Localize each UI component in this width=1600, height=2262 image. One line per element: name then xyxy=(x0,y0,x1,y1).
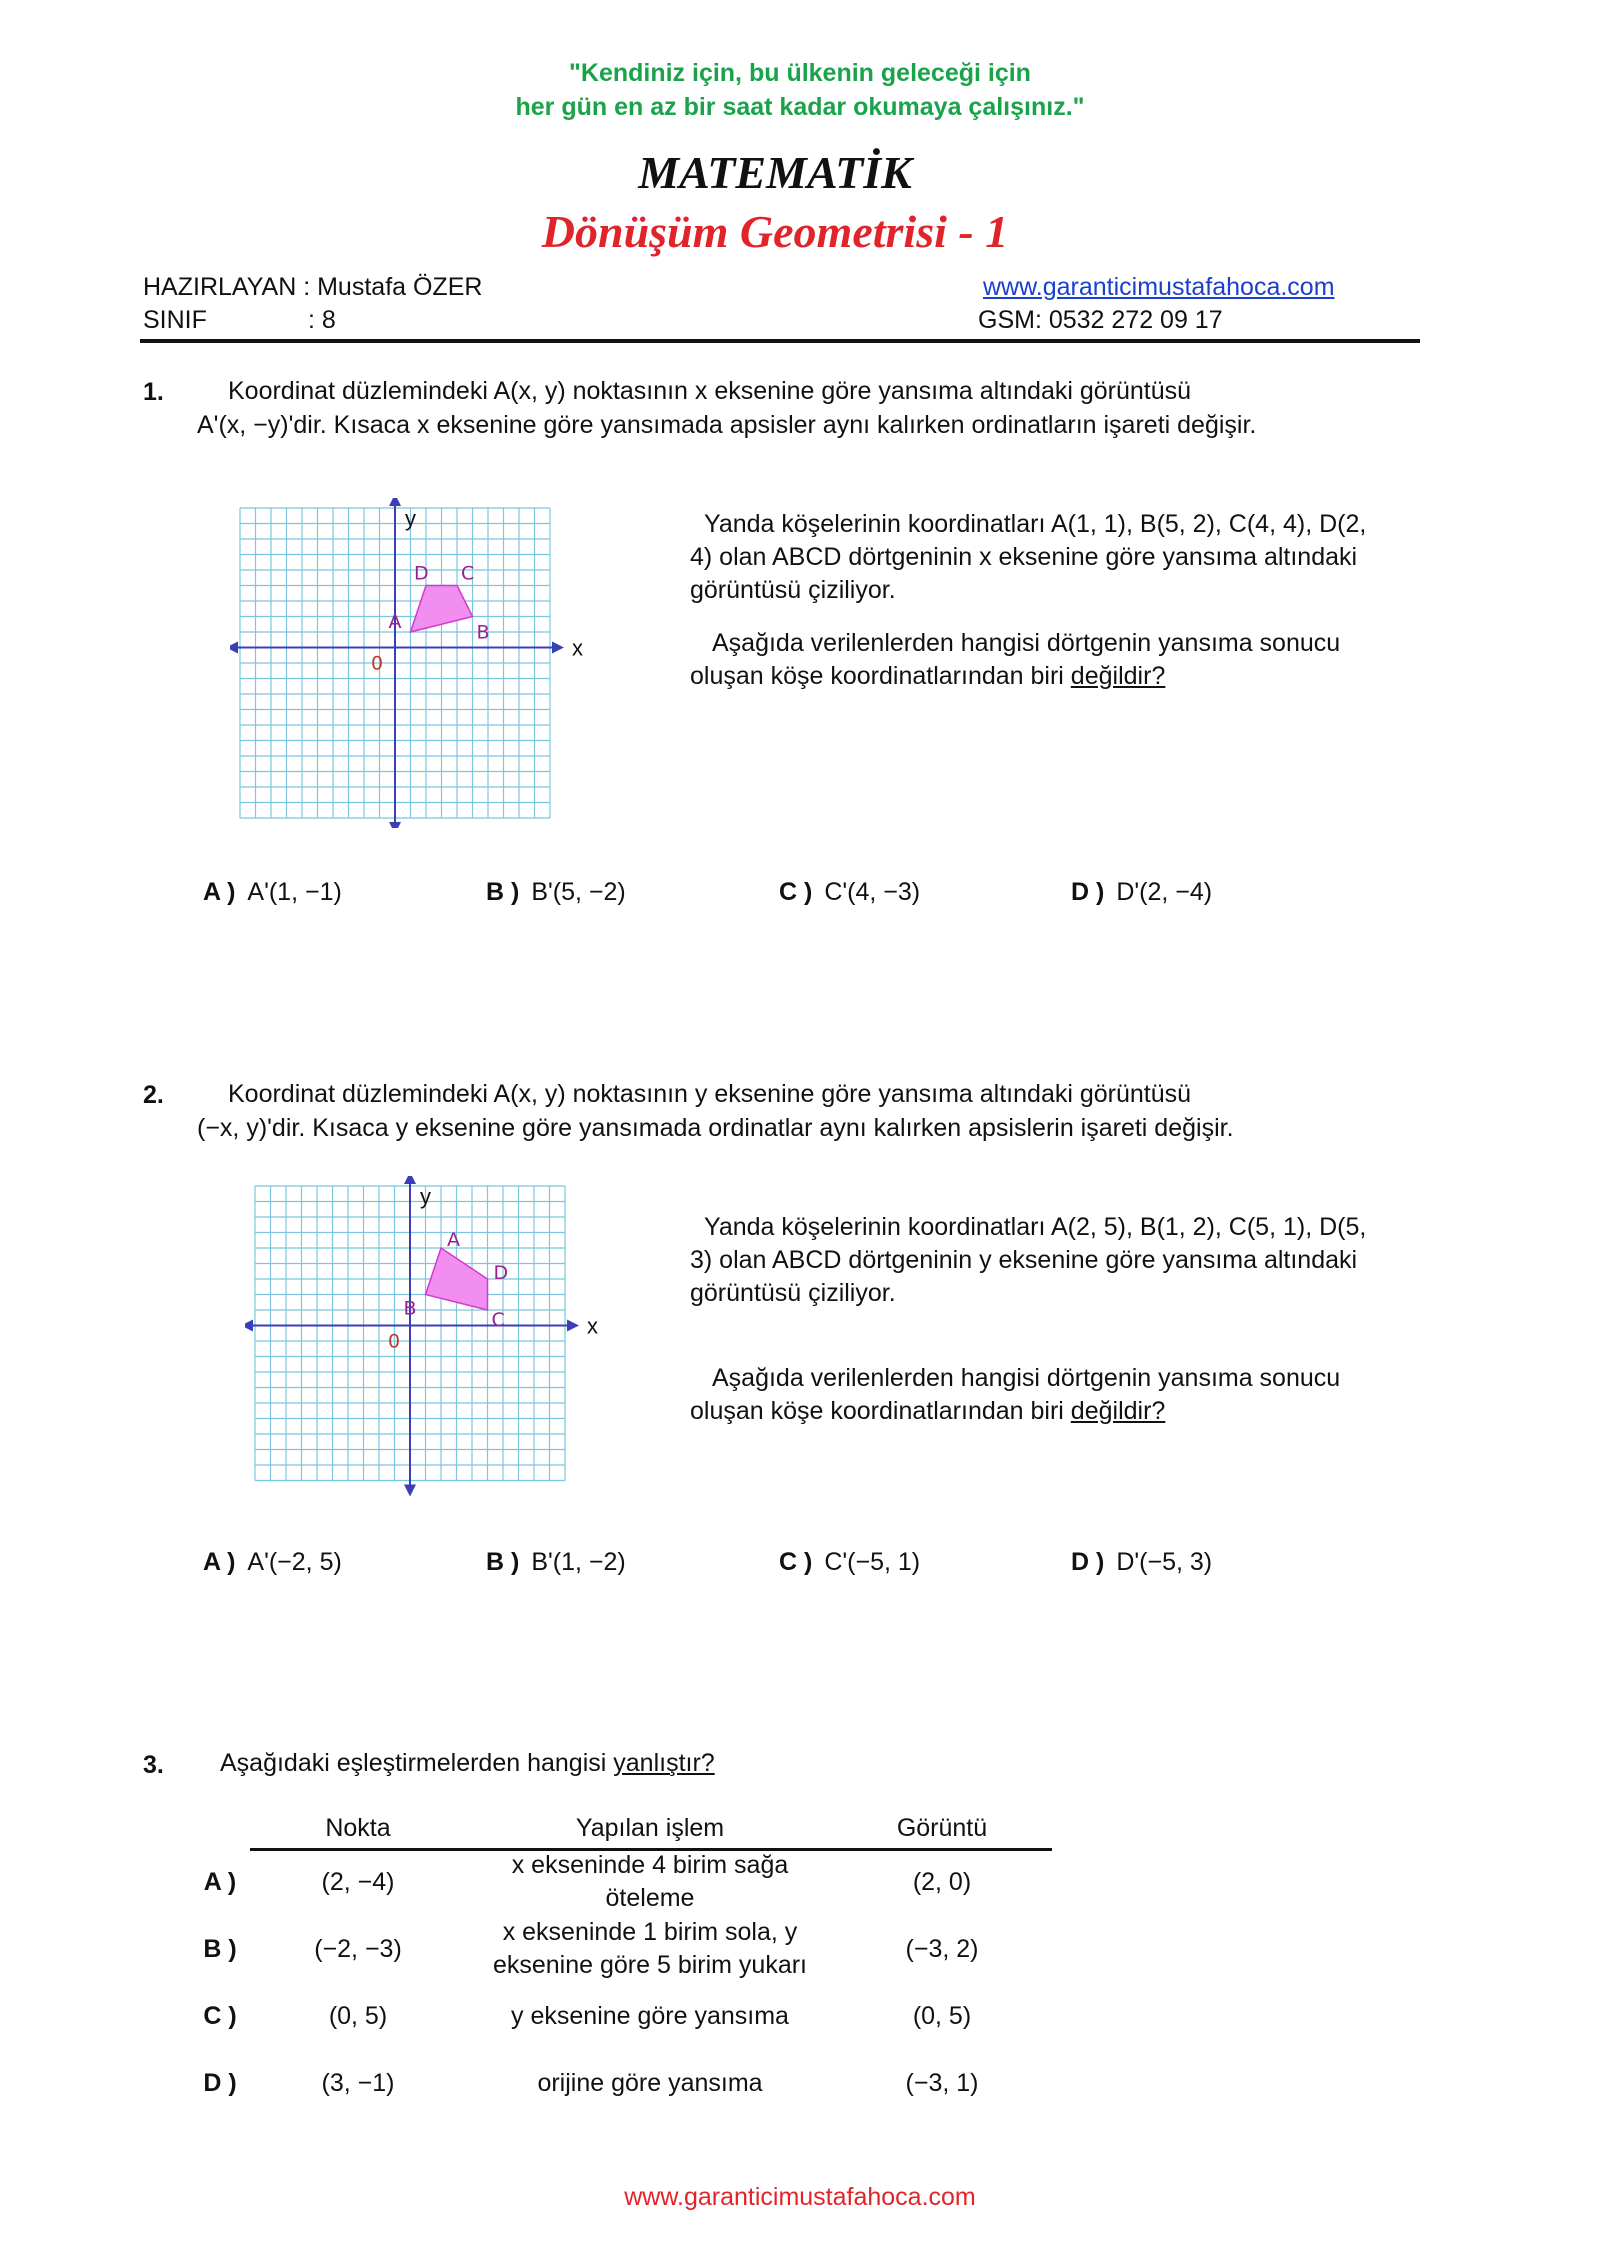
question-1-prompt-emphasis: değildir? xyxy=(1070,662,1166,690)
question-2-option-c[interactable] xyxy=(779,1548,920,1577)
question-2-option-b[interactable] xyxy=(486,1548,626,1577)
x-axis-arrow-left xyxy=(230,642,238,654)
y-axis-label: y xyxy=(420,1184,431,1209)
vertex-label-a: A xyxy=(447,1229,460,1251)
table-row-b-letter[interactable]: B ) xyxy=(203,1935,237,1963)
question-3-prompt-emphasis: yanlıştır? xyxy=(613,1749,715,1777)
question-1-number: 1. xyxy=(143,378,164,406)
option-text: B'(5, −2) xyxy=(531,878,626,906)
question-2-option-a[interactable] xyxy=(203,1548,342,1577)
question-1-graph xyxy=(230,498,600,828)
option-letter: D ) xyxy=(1071,1548,1105,1576)
question-2-description-text: Yanda köşelerinin koordinatları A(2, 5), B(1, 2), C(5, 1), D(5, 3) olan ABCD dörtgeninin y eksenine göre yansıma altındaki görüntüsü çiziliyor. xyxy=(690,1213,1367,1307)
vertex-label-b: B xyxy=(476,621,490,644)
question-2-graph xyxy=(245,1176,615,1496)
question-3-prompt-text: Aşağıdaki eşleştirmelerden hangisi xyxy=(220,1749,614,1777)
table-row-d-image: (−3, 1) xyxy=(905,2069,979,2097)
option-letter: D ) xyxy=(1071,878,1105,906)
question-1-option-b[interactable] xyxy=(486,878,626,907)
question-1-option-a[interactable] xyxy=(203,878,342,907)
option-letter: C ) xyxy=(779,1548,813,1576)
table-row-c-point: (0, 5) xyxy=(328,2002,388,2030)
table-row-a-letter[interactable]: A ) xyxy=(203,1868,237,1896)
subject-title: MATEMATİK xyxy=(638,147,912,198)
phone-number: GSM: 0532 272 09 17 xyxy=(978,306,1223,334)
y-axis-label: y xyxy=(405,506,416,531)
table-header-operation: Yapılan işlem xyxy=(575,1814,725,1842)
question-2-line-1: Koordinat düzlemindeki A(x, y) noktasının y eksenine göre yansıma altındaki görüntüsü xyxy=(228,1080,1192,1108)
question-2-prompt xyxy=(690,1362,1390,1428)
vertex-label-d: D xyxy=(493,1262,509,1284)
question-1-prompt xyxy=(690,627,1390,693)
footer-website[interactable]: www.garanticimustafahoca.com xyxy=(624,2183,976,2211)
topic-title: Dönüşüm Geometrisi - 1 xyxy=(541,206,1009,257)
question-1-line-1: Koordinat düzlemindeki A(x, y) noktasının x eksenine göre yansıma altındaki görüntüsü xyxy=(228,377,1192,405)
origin-label: 0 xyxy=(371,652,384,675)
option-letter: B ) xyxy=(486,1548,520,1576)
y-axis-arrow-down xyxy=(389,822,401,828)
question-2-prompt-emphasis: değildir? xyxy=(1070,1397,1166,1425)
table-row-b-operation xyxy=(450,1916,850,1982)
question-2-prompt-text: Aşağıda verilenlerden hangisi dörtgenin yansıma sonucu oluşan köşe koordinatlarından biri xyxy=(690,1364,1341,1425)
question-3-number: 3. xyxy=(143,1751,164,1779)
question-2-number: 2. xyxy=(143,1081,164,1109)
option-letter: A ) xyxy=(203,878,236,906)
class-value: : 8 xyxy=(308,306,336,334)
class-label: SINIF xyxy=(143,306,207,334)
table-row-c-image: (0, 5) xyxy=(912,2002,972,2030)
table-row-b-point: (−2, −3) xyxy=(314,1935,402,1963)
question-1-line-2: A'(x, −y)'dir. Kısaca x eksenine göre yansımada apsisler aynı kalırken ordinatların işareti değişir. xyxy=(197,411,1257,439)
option-text: B'(1, −2) xyxy=(531,1548,626,1576)
x-axis-label: x xyxy=(587,1313,598,1339)
table-row-c-operation: y eksenine göre yansıma xyxy=(511,2002,789,2030)
option-letter: A ) xyxy=(203,1548,236,1576)
table-row-d-operation: orijine göre yansıma xyxy=(537,2069,763,2097)
header-divider xyxy=(140,339,1420,343)
table-row-a-image: (2, 0) xyxy=(912,1868,972,1896)
question-1-description xyxy=(690,508,1390,693)
question-1-option-c[interactable] xyxy=(779,878,920,907)
x-axis-arrow-right xyxy=(552,642,564,654)
operation-line-1: x ekseninde 4 birim sağa xyxy=(511,1851,789,1879)
table-row-d-letter[interactable]: D ) xyxy=(203,2069,237,2097)
vertex-label-b: B xyxy=(403,1297,417,1320)
option-letter: B ) xyxy=(486,878,520,906)
option-text: A'(1, −1) xyxy=(247,878,342,906)
vertex-label-c: C xyxy=(491,1309,505,1331)
y-axis-arrow-up xyxy=(389,498,401,506)
option-text: D'(2, −4) xyxy=(1116,878,1213,906)
x-axis-label: x xyxy=(572,635,583,661)
table-row-d-point: (3, −1) xyxy=(321,2069,395,2097)
question-1-prompt-text: Aşağıda verilenlerden hangisi dörtgenin yansıma sonucu oluşan köşe koordinatlarından biri xyxy=(690,629,1341,690)
author-label: HAZIRLAYAN : Mustafa ÖZER xyxy=(143,273,483,301)
x-axis-arrow-right xyxy=(567,1320,579,1332)
website-link[interactable]: www.garanticimustafahoca.com xyxy=(983,273,1335,301)
question-2-description xyxy=(690,1211,1390,1428)
question-2-line-2: (−x, y)'dir. Kısaca y eksenine göre yansımada ordinatlar aynı kalırken apsislerin işareti değişir. xyxy=(197,1114,1234,1142)
option-text: D'(−5, 3) xyxy=(1116,1548,1213,1576)
operation-line-1: x ekseninde 1 birim sola, y xyxy=(502,1918,798,1946)
quote-line-1: "Kendiniz için, bu ülkenin geleceği için xyxy=(569,59,1031,87)
question-1-description-text: Yanda köşelerinin koordinatları A(1, 1), B(5, 2), C(4, 4), D(2, 4) olan ABCD dörtgeninin x eksenine göre yansıma altındaki görüntüsü çiziliyor. xyxy=(690,510,1367,604)
x-axis-arrow-left xyxy=(245,1320,253,1332)
option-text: C'(4, −3) xyxy=(824,878,921,906)
vertex-label-c: C xyxy=(461,562,475,585)
table-row-c-letter[interactable]: C ) xyxy=(203,2002,237,2030)
question-1-option-d[interactable] xyxy=(1071,878,1212,907)
vertex-label-d: D xyxy=(414,562,429,585)
y-axis-arrow-up xyxy=(404,1176,416,1184)
question-2-option-d[interactable] xyxy=(1071,1548,1212,1577)
option-text: C'(−5, 1) xyxy=(824,1548,921,1576)
table-row-b-image: (−3, 2) xyxy=(905,1935,979,1963)
option-letter: C ) xyxy=(779,878,813,906)
question-3-prompt xyxy=(220,1746,715,1780)
operation-line-2: eksenine göre 5 birim yukarı xyxy=(492,1951,808,1979)
table-row-a-operation xyxy=(450,1849,850,1915)
vertex-label-a: A xyxy=(388,611,402,633)
table-header-point: Nokta xyxy=(325,1814,391,1842)
origin-label: 0 xyxy=(388,1330,401,1353)
quote-line-2: her gün en az bir saat kadar okumaya çalışınız." xyxy=(515,93,1085,121)
table-row-a-point: (2, −4) xyxy=(321,1868,395,1896)
operation-line-2: öteleme xyxy=(605,1884,695,1912)
option-text: A'(−2, 5) xyxy=(247,1548,342,1576)
table-header-image: Görüntü xyxy=(896,1814,988,1842)
y-axis-arrow-down xyxy=(404,1485,416,1497)
